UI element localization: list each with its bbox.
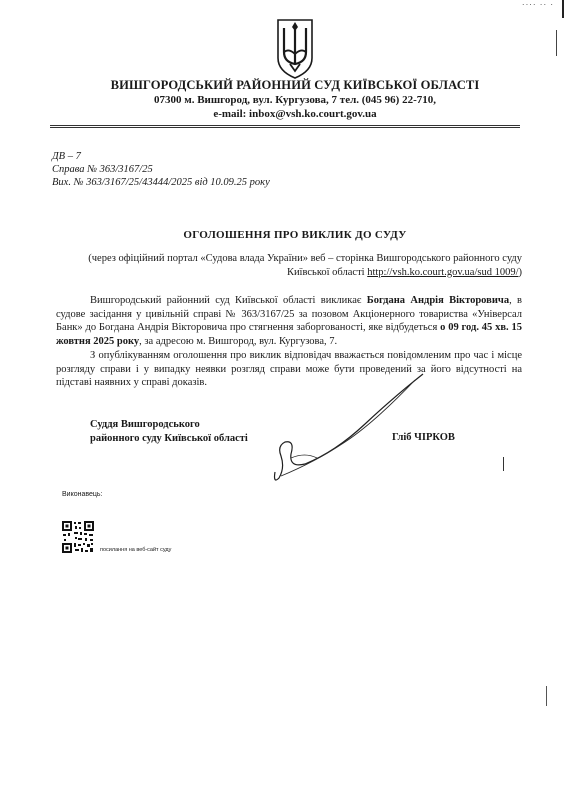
top-stamp-mark: ···· ·· · bbox=[521, 0, 554, 9]
header-divider-double bbox=[50, 127, 520, 128]
hearing-datetime: о 09 год. 45 хв. 15 жовтня 2025 року bbox=[56, 322, 522, 348]
judge-title-line2: районного суду Київської області bbox=[90, 433, 248, 444]
publication-note-close: ) bbox=[518, 266, 522, 278]
defendant-name: Богдана Андрія Вікторовича bbox=[366, 295, 510, 306]
judge-title-line1: Суддя Вишгородського bbox=[90, 419, 200, 430]
court-address: 07300 м. Вишгород, вул. Кургузова, 7 тел. (045 96) 22-710, bbox=[153, 94, 437, 106]
executor-label: Виконавець: bbox=[62, 491, 103, 498]
corner-mark bbox=[562, 0, 564, 18]
publication-note-text: (через офіційний портал «Судова влада України» веб – сторінка Вишгородського районного суду Київської області bbox=[88, 253, 522, 278]
summons-paragraph: Вишгородський районний суд Київської області викликає Богдана Андрія Вікторовича, в судове засідання у цивільній справі № 363/3167/25 за позовом Акціонерного товариства «Універсал Банк» до Богдана Андрія Вікторовича про стягнення заборгованості, яке відбудеться о 09 год. 45 хв. 15 жовтня 2025 року, за адресою м. Вишгород, вул. Кургузова, 7. bbox=[56, 295, 522, 348]
court-name: ВИШГОРОДСЬКИЙ РАЙОННИЙ СУД КИЇВСЬКОЇ ОБЛАСТІ bbox=[110, 78, 480, 92]
case-number: Справа № 363/3167/25 bbox=[52, 164, 153, 175]
edge-mark bbox=[556, 30, 557, 56]
notice-title: ОГОЛОШЕННЯ ПРО ВИКЛИК ДО СУДУ bbox=[183, 229, 407, 241]
document-code: ДВ – 7 bbox=[52, 151, 81, 162]
margin-mark bbox=[503, 457, 504, 471]
qr-code-icon[interactable] bbox=[61, 520, 95, 554]
court-website-link[interactable]: http://vsh.ko.court.gov.ua/sud 1009/ bbox=[367, 266, 519, 278]
judge-name: Гліб ЧІРКОВ bbox=[392, 432, 455, 443]
outgoing-number: Вих. № 363/3167/25/43444/2025 від 10.09.25 року bbox=[52, 177, 270, 188]
header-divider bbox=[50, 125, 520, 126]
margin-mark-bottom bbox=[546, 686, 547, 706]
trident-coat-of-arms-icon bbox=[275, 18, 315, 80]
publication-note bbox=[82, 252, 522, 279]
judge-title bbox=[90, 418, 248, 446]
consequences-paragraph: З опублікуванням оголошення про виклик відповідач вважається повідомленим про час і місце розгляду справи і у випадку неявки розгляд справи може бути проведений за його відсутності на підставі наявних у справі доказів. bbox=[56, 349, 522, 389]
qr-caption: посилання на веб-сайт суду bbox=[100, 547, 172, 553]
court-email: e-mail: inbox@vsh.ko.court.gov.ua bbox=[213, 108, 377, 120]
